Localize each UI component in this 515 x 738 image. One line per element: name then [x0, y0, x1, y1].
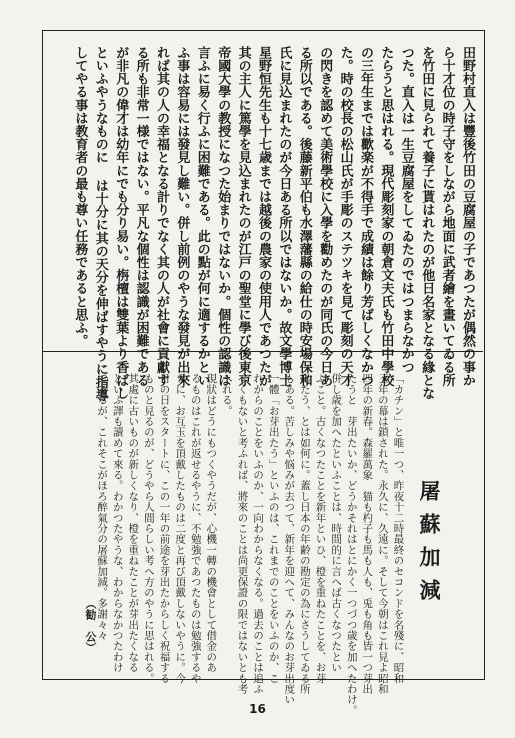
lower-text-column: 日の日をスタートに、この一年の前途を芽出たからしく祝福する	[158, 373, 171, 684]
author-signature: （勧 公）	[84, 598, 97, 653]
upper-text-column: つた。直入は一生豆腐屋をしてゐたのではつまらなかつ	[398, 46, 414, 374]
lower-text-column: 四年の新春。森羅萬象 猫も杓子も馬も人も、兎も角も皆一つ芽出	[361, 373, 374, 694]
lower-text-column: れからのことをいふのか、一向わからなくなる。過去のことは追ふ	[252, 373, 265, 694]
lower-text-column: 三年の幕は鎖された。永久に、久遠に。そして今朝はこれ見よ昭和	[376, 373, 389, 694]
lower-text-column: へれる。	[220, 373, 233, 416]
upper-text-column: 其の主人に篤學を見込まれたのが江戸の聖堂に學び後東京	[235, 46, 251, 387]
upper-text-column: る所以である。後藤新平伯も水澤藩縣の給仕の時安場保和	[296, 46, 312, 387]
lower-text-column: 其處に古いものが新しくなり、橙を重ねたことが芽出たくなる	[127, 373, 140, 673]
upper-text-column: れば其の人の幸福となる計りでなく其の人が社會に貢獻す	[154, 46, 169, 387]
upper-text-column: 言ふに易く行ふに困難である。此の點が何に適するかとい	[194, 46, 210, 387]
lower-text-column: 一體「お芽出たう」といふのは、これまでのことをいふのか、こ	[267, 373, 280, 684]
lower-text-column: ものと見るのが、どうやら人間らしい考へ方のやうに思はれる。	[142, 373, 155, 684]
upper-text-column: 帝國大學の教授になつた始まりではないか。個性の認識は	[215, 46, 231, 387]
lower-text-column: 併し歳を加へたといふことは、時間的に言へば古くなつたとい	[330, 373, 343, 673]
upper-text-column: ら十才位の時子守をしながら地面に武者繪を畫いてゐる所	[439, 46, 455, 387]
upper-text-column: といふやうなものに は十分に其の天分を伸ばすやうに指導	[92, 46, 108, 402]
upper-text-column: が非凡の偉才は幼年にでも分り易い。栴檀は雙葉より香ばし	[113, 46, 129, 400]
lower-text-column: ふこと。古くなつたことを新年といひ、橙を重ねたことを、お芽	[314, 373, 327, 684]
upper-text-column: たらうと思はれる。現代彫刻家の朝倉文夫氏も竹田中學校	[378, 46, 394, 387]
upper-text-column: 星野恒先生も十七歳までは越後の農家の使用人であつたが	[256, 46, 271, 387]
lower-text-column: うに、お互玉を頂戴したものは二度と再び頂戴しないやうに。今	[174, 373, 187, 684]
essay-title: 屠蘇加減	[417, 480, 442, 612]
lower-text-column: るものはこれが返せるやうに、不勉強であつたものは勉強するや	[189, 373, 202, 684]
lower-text-column: べくもないと考ふれば、將來のことは尚更保證の限ではないとも考	[236, 373, 249, 694]
upper-text-column: を竹田に見られて養子に貰はれたのが他日名家となる緣とな	[419, 46, 435, 400]
upper-text-column: 氏に見込まれたのが今日ある所以ではないか。故文學博士	[276, 46, 292, 387]
lower-text-column: であるが、これそこがほろ醉氣分の屠蘇加減。多謝々々	[96, 373, 109, 641]
upper-text-column: の三年生までは歡楽が不得手で成績は餘り芳ばしくなかつ	[358, 46, 373, 387]
page-number: 16	[249, 702, 266, 716]
lower-text-column: 「カチン」と唯一つ、昨夜十二時最終のセコンドを名殘に、昭和	[392, 373, 405, 684]
lower-text-column: たうと 芽出たいか、どうかそれはとにかく一つづつ歳を加へたわけ。	[345, 373, 358, 716]
lower-text-column: 出たう、とは如何に。蓋し日本の年齢の勘定の為にさうしてゐる所	[298, 373, 311, 694]
upper-text-column: ふ事は容易には發見し難い。併し前例のやうな發見が出來	[174, 46, 190, 387]
upper-text-column: る所も非常一様ではない。平凡な個性は認識が困難である	[133, 46, 149, 387]
lower-text-column: といふ譯も讀めて來る。わかつたやうな、わからなかつたわけ	[111, 373, 124, 673]
lower-text-column: 現狀はどうにもつくやうだが、心機一轉の機會として借金のあ	[205, 373, 218, 673]
lower-text-column: もある。苦しみや悩みが去つて、新年を迎へて、みんなのお芽出度い	[283, 373, 296, 705]
upper-text-column: た。時の校長の松山氏が手彫のステツキを見て彫刻の天才	[337, 46, 353, 387]
upper-text-column: してやる事は教育者の最も尊い任務であると思ふ。	[72, 46, 88, 348]
upper-text-column: の閃きを認めて美術學校に入學を勸めたのが同氏の今日あ	[317, 46, 333, 387]
upper-text-column: 田野村直入は豐後竹田の豆腐屋の子であつたが偶然の事か	[460, 46, 475, 387]
